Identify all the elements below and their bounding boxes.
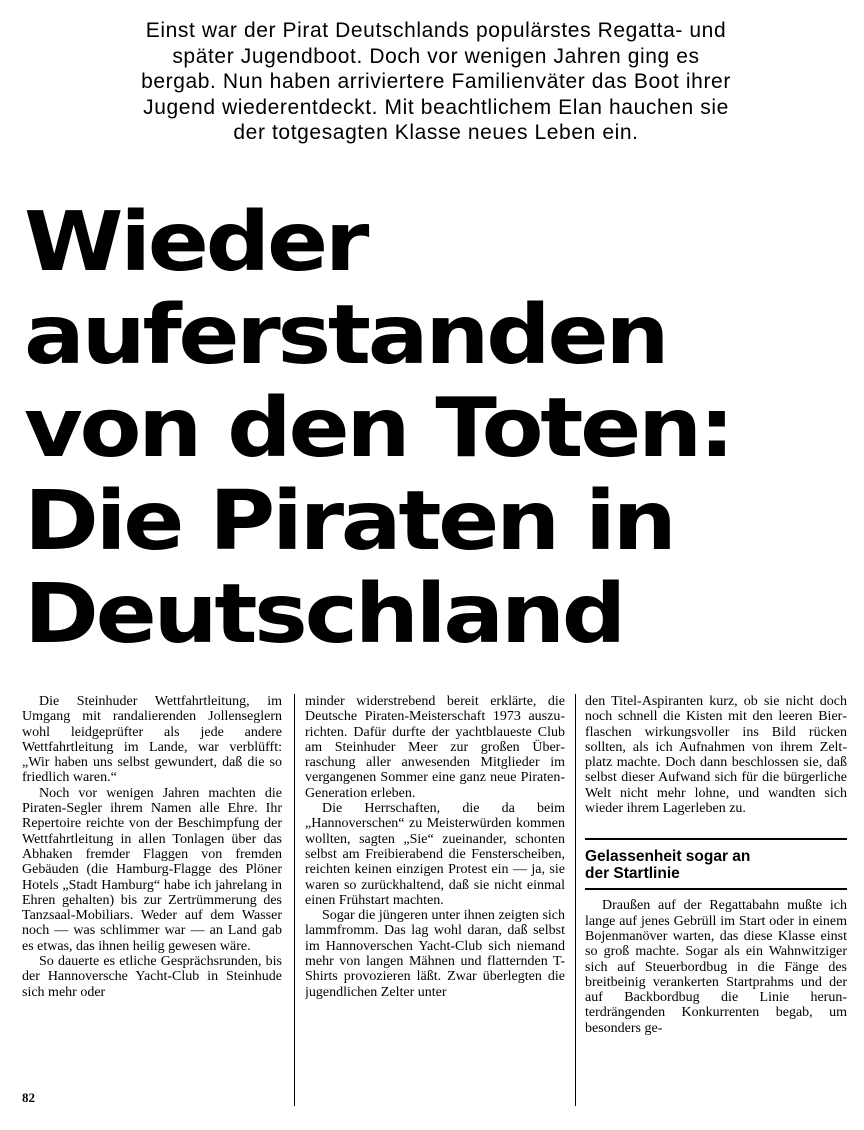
headline [24,196,864,661]
column-divider [294,694,295,1106]
intro-line: bergab. Nun haben arriviertere Familienväter das Boot ihrer [141,70,731,93]
paragraph: So dauerte es etliche Gesprächsrunden, bis der Hannoversche Yacht-Club in Steinhude sich mehr oder [22,954,282,1000]
article-column-2 [305,694,565,1104]
headline-line: Wieder [24,195,367,290]
intro-line: Einst war der Pirat Deutschlands populärstes Regatta- und [145,19,727,42]
paragraph: Die Steinhuder Wettfahrtleitung, im Umgang mit randalierenden Jollenseglern wohl leidgeprüfter als jede andere Wettfahrtleitung im Lande, war verblüfft: „Wir haben uns selbst gewundert, daß die so friedlich waren.“ [22,694,282,786]
intro-text [28,18,844,146]
intro-line: Jugend wiederentdeckt. Mit beachtlichem Elan hauchen sie [143,95,729,119]
paragraph: Draußen auf der Regattabahn mußte ich lange auf jenes Gebrüll im Start oder in einem Bojenmanöver warten, das diese Klasse einst so groß machte. Sogar als ein Wahnwitziger sich auf Steuerbordbug in die Fänge des breitbeinig verankerten Startprahms und der auf Backbordbug die Linie herunterdrängenden Konkurrenten begab, um besonders ge- [585,898,847,1036]
article-column-1 [22,694,282,1104]
paragraph: Noch vor wenigen Jahren machten die Piraten-Segler ihrem Namen alle Ehre. Ihr Repertoire reichte von der Beschimpfung der Wettfahrtleitung in allen Tonlagen über das Abhaken fremder Flaggen von fremden Gebäuden (die Hamburg-Flagge des Plöner Hotels „Stadt Hamburg“ habe ich jahrelang in Ehren gehalten) bis zur Zertrümmerung des Tanzsaal-Mobiliars. Weder auf dem Wasser noch — was schlimmer war — an Land gab es etwas, das ihnen heilig gewesen wäre. [22,785,282,954]
subheading-line: Gelassenheit sogar an [585,848,751,866]
page-number: 82 [22,1090,35,1105]
column-divider [575,694,576,1106]
paragraph: Die Herrschaften, die da beim „Hannoverschen“ zu Meisterwürden kommen wollten, sagten „Sie“ zueinander, schonten selbst am Freibierabend die Fensterscheiben, reichten keinen einzigen Protest ein — ja, sie waren so zurückhaltend, daß sie nicht einmal einen Frühstart machten. [305,801,565,908]
intro-line: später Jugendboot. Doch vor wenigen Jahren ging es [172,44,700,68]
paragraph: Sogar die jüngeren unter ihnen zeigten sich lammfromm. Das lag wohl daran, daß selbst im Hannoverschen Yacht-Club sich niemand mehr von langen Mähnen und flatternden T-Shirts provozieren läßt. Zwar überlegten die jugendlichen Zelter unter [305,908,565,1000]
headline-line: Deutschland [24,567,624,662]
headline-line: auferstanden [24,288,667,383]
intro-line: der totgesagten Klasse neues Leben ein. [233,121,639,144]
paragraph: den Titel-Aspiranten kurz, ob sie nicht doch noch schnell die Kisten mit den leeren Bierflaschen wirkungsvoller ins Bild rücken sollten, als ich Aufnahmen von ihrem Zeltplatz machte. Doch dann beschlossen sie, daß selbst dieser Aufwand sich für die bürgerliche Welt nicht mehr lohne, und wandten sich wieder ihrem Lagerleben zu. [585,694,847,817]
subheading [585,838,847,890]
article-column-3 [585,694,847,1104]
headline-line: Die Piraten in [24,474,674,569]
subheading-line: der Startlinie [585,865,680,883]
paragraph: minder widerstrebend bereit erklärte, die Deutsche Piraten-Meisterschaft 1973 auszurichten. Dafür durfte der yachtblaueste Club am Steinhuder Meer zur großen Überraschung aller anwesenden Mitglieder im vergangenen Sommer eine ganz neue Piraten-Generation erleben. [305,694,565,801]
headline-line: von den Toten: [24,381,732,476]
